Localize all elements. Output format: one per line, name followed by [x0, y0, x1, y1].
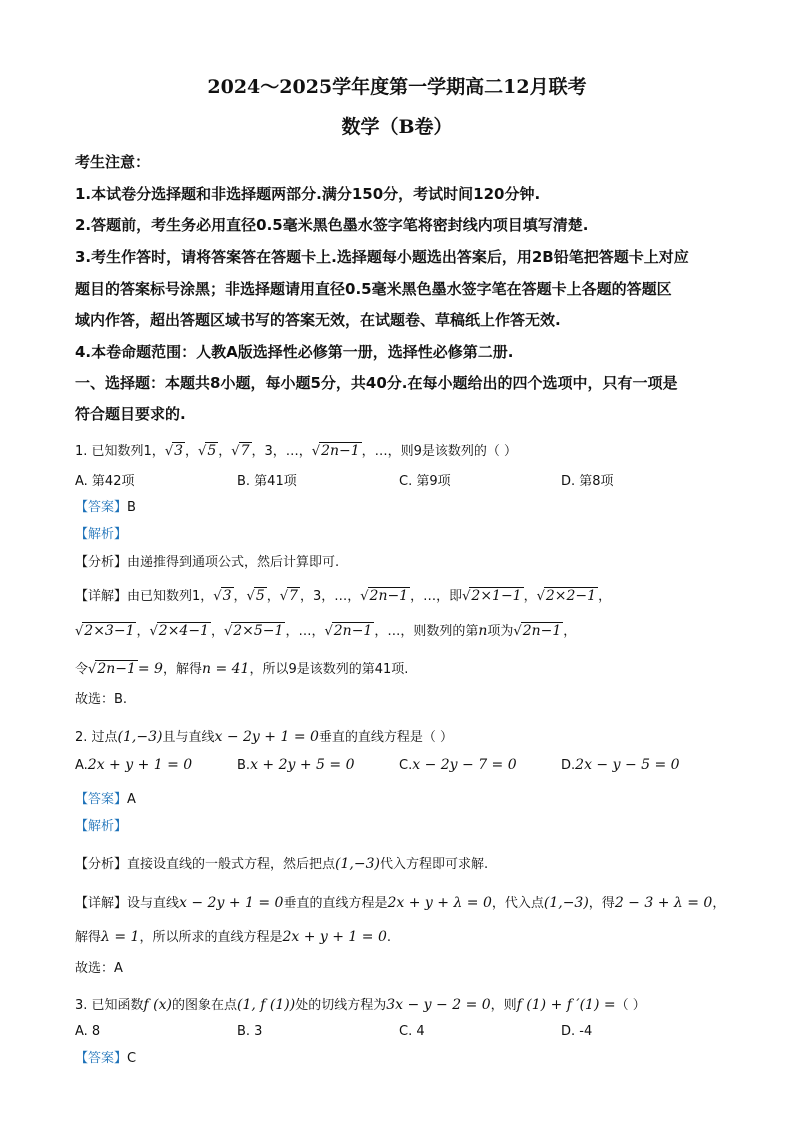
q1-option-d: D. 第8项	[561, 474, 614, 489]
q1-detail-1: 【详解】由已知数列1，√3 ，√5 ，√7 ，3，…，√2n−1 ，…，即√2×1−1 ，√2×2−1 ，	[75, 588, 612, 604]
q2-detail-1: 【详解】设与直线x − 2y + 1 = 0垂直的直线方程是2x + y + λ = 0，代入点(1,−3)，得2 − 3 + λ = 0，	[75, 895, 726, 911]
q1-option-b: B. 第41项	[237, 474, 297, 489]
section-heading-a: 一、选择题：本题共8小题，每小题5分，共40分.在每小题给出的四个选项中，只有一项是	[75, 374, 678, 392]
notice-line-1: 1.本试卷分选择题和非选择题两部分.满分150分，考试时间120分钟.	[75, 185, 541, 203]
sqrt-5: √5	[198, 443, 217, 459]
notice-heading: 考生注意：	[75, 153, 151, 171]
q1-pre: 1. 已知数列1，	[75, 444, 165, 459]
q2-analysis-label: 【解析】	[75, 819, 128, 834]
q2-option-c: C.x − 2y − 7 = 0	[399, 757, 517, 773]
q1-option-a: A. 第42项	[75, 474, 135, 489]
sqrt-7: √7	[231, 443, 250, 459]
q1-choice: 故选：B.	[75, 692, 128, 707]
sqrt-3: √3	[164, 443, 184, 459]
q1-detail-2: √2×3−1 ，√2×4−1 ，√2×5−1 ，…，√2n−1 ，…，则数列的第n项为√2n−1 ，	[75, 623, 577, 639]
q2-option-b: B.x + 2y + 5 = 0	[237, 757, 355, 773]
q2-option-d: D.2x − y − 5 = 0	[561, 757, 680, 773]
notice-line-4: 4.本卷命题范围：人教A版选择性必修第一册，选择性必修第二册.	[75, 343, 514, 361]
q1-detail-3: 令√2n−1 = 9，解得n = 41，所以9是该数列的第41项.	[75, 661, 409, 677]
q3-stem: 3. 已知函数f (x)的图象在点(1, f (1))处的切线方程为3x − y − 2 = 0，则f (1) + f ′(1) =（ ）	[75, 997, 646, 1013]
q2-choice: 故选：A	[75, 961, 123, 976]
q1-answer: 【答案】B	[75, 500, 136, 515]
notice-line-3a: 3.考生作答时，请将答案答在答题卡上.选择题每小题选出答案后，用2B铅笔把答题卡上对应	[75, 248, 689, 266]
q3-option-d: D. -4	[561, 1024, 593, 1039]
q2-detail-2: 解得λ = 1，所以所求的直线方程是2x + y + 1 = 0.	[75, 929, 392, 945]
q1-option-c: C. 第9项	[399, 474, 451, 489]
notice-line-3b: 题目的答案标号涂黑；非选择题请用直径0.5毫米黑色墨水签字笔在答题卡上各题的答题区	[75, 280, 672, 298]
page-subtitle: 数学（B卷）	[341, 116, 453, 138]
q2-answer: 【答案】A	[75, 792, 136, 807]
q1-analysis-label: 【解析】	[75, 527, 128, 542]
q3-option-a: A. 8	[75, 1024, 101, 1039]
q2-stem: 2. 过点(1,−3)且与直线x − 2y + 1 = 0垂直的直线方程是（ ）	[75, 729, 454, 745]
notice-line-2: 2.答题前，考生务必用直径0.5毫米黑色墨水签字笔将密封线内项目填写清楚.	[75, 216, 589, 234]
q1-stem: 1. 已知数列1，√3 ，√5 ，√7 ，3，…，√2n−1 ，…，则9是该数列的（ ）	[75, 443, 518, 459]
sqrt-2n-1: √2n−1	[311, 443, 360, 459]
page-title: 2024～2025学年度第一学期高二12月联考	[207, 76, 587, 98]
q3-option-b: B. 3	[237, 1024, 263, 1039]
q3-answer: 【答案】C	[75, 1051, 137, 1066]
section-heading-b: 符合题目要求的.	[75, 405, 186, 423]
q2-fenxi: 【分析】直接设直线的一般式方程，然后把点(1,−3)代入方程即可求解.	[75, 856, 489, 872]
q3-option-c: C. 4	[399, 1024, 425, 1039]
q1-fenxi: 【分析】由递推得到通项公式，然后计算即可.	[75, 555, 340, 570]
notice-line-3c: 域内作答，超出答题区域书写的答案无效，在试题卷、草稿纸上作答无效.	[75, 311, 561, 329]
q2-option-a: A.2x + y + 1 = 0	[75, 757, 193, 773]
